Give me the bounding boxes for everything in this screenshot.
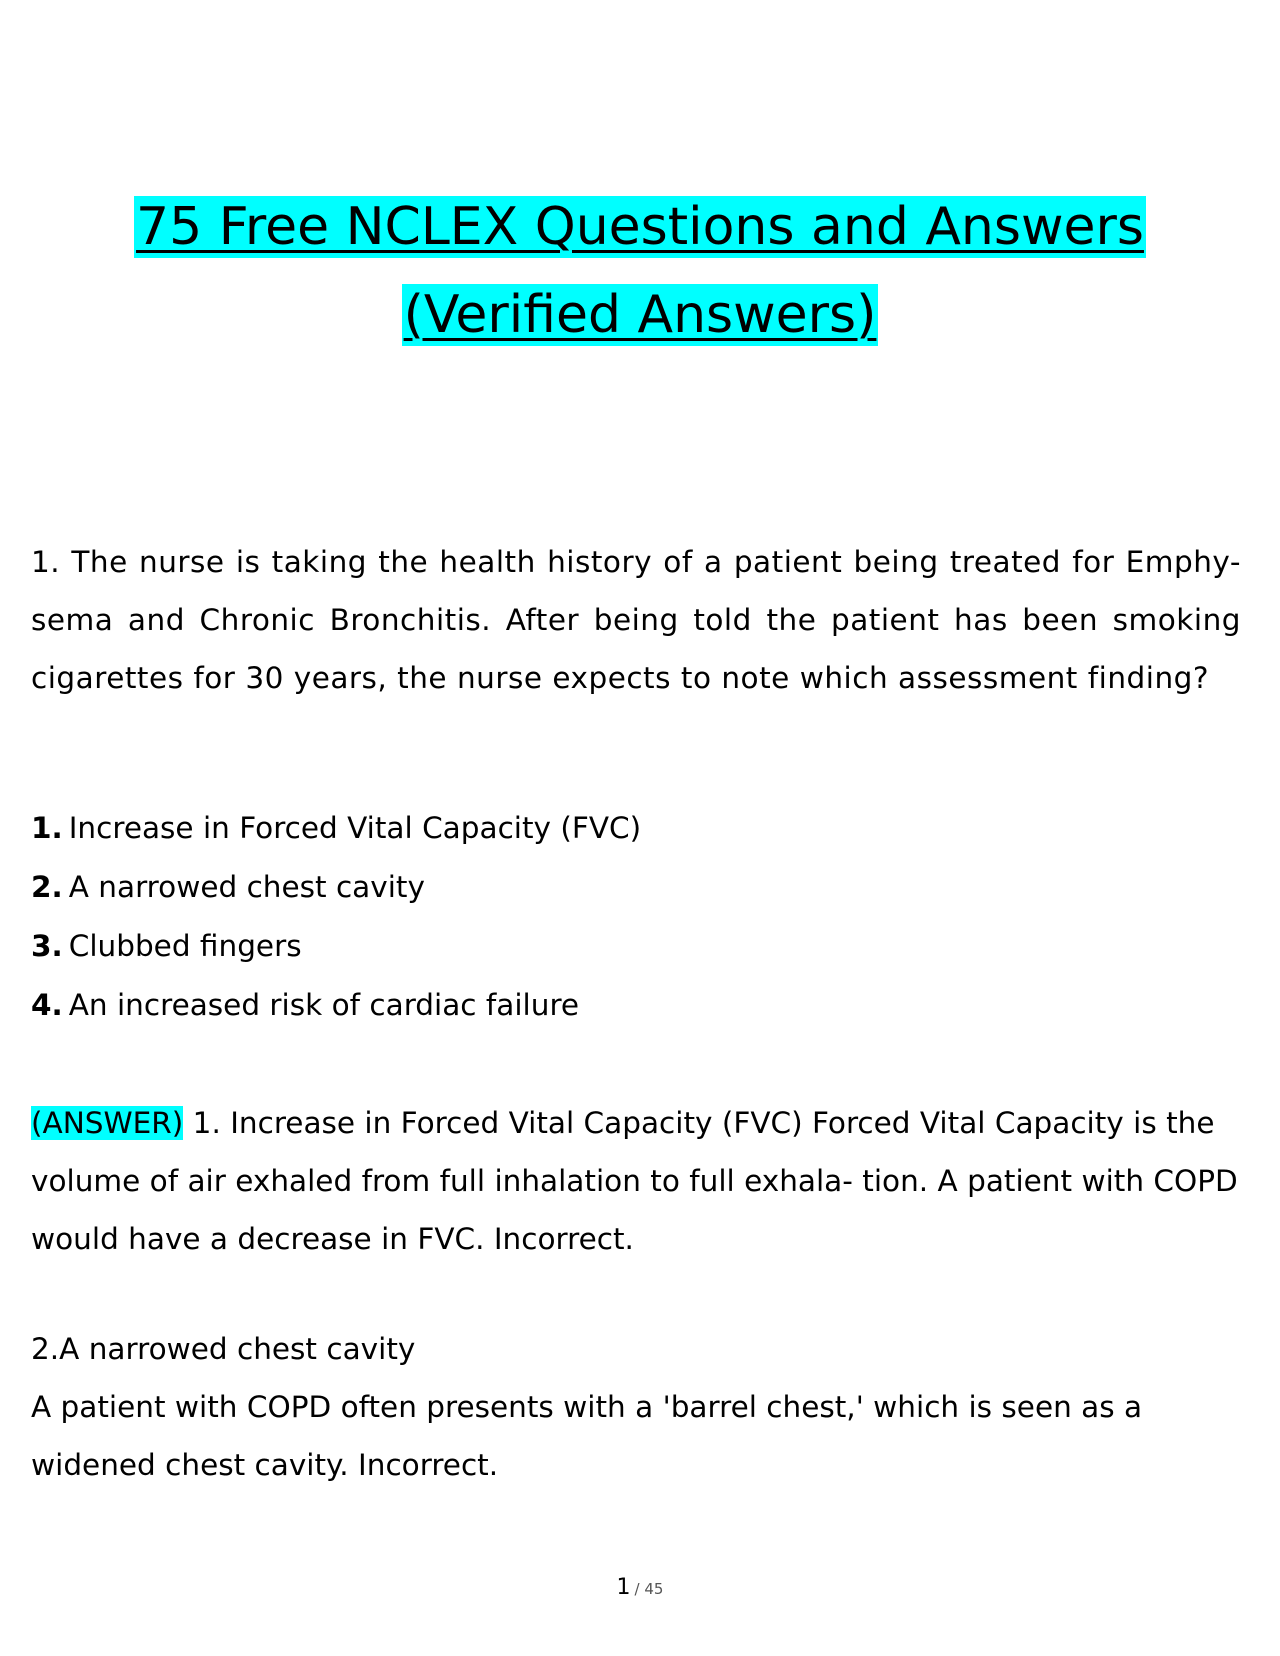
title-line-1: 75 Free NCLEX Questions and Answers	[136, 197, 1144, 257]
answer-text: 1. Increase in Forced Vital Capacity (FVC) Forced Vital Capacity is the volume of air exhaled from full inhalation to full exhala- tion. A patient with COPD would have a decrease in FVC. Incorrect.	[31, 1106, 1238, 1256]
title-line-2: (Verified Answers)	[403, 285, 877, 345]
answer-tag: (ANSWER)	[31, 1106, 184, 1140]
answer-options	[31, 799, 1241, 1035]
explanation-text: A patient with COPD often presents with a 'barrel chest,' which is seen as a widened chest cavity. Incorrect.	[31, 1390, 1143, 1482]
option-2-explanation	[31, 1320, 1241, 1494]
option-text: A narrowed chest cavity	[68, 870, 425, 904]
document-title	[0, 196, 1280, 372]
option-text: Increase in Forced Vital Capacity (FVC)	[68, 811, 642, 845]
current-page: 1	[616, 1575, 631, 1600]
option-number: 4.	[31, 988, 63, 1022]
option-4	[31, 976, 1241, 1035]
question-text: 1. The nurse is taking the health history of a patient being treated for Emphy- sema and Chronic Bronchitis. After being told the patient has been smoking cigarettes for 30 years, the nurse expects to note which assessment finding?	[31, 545, 1241, 695]
option-3	[31, 917, 1241, 976]
option-number: 1.	[31, 811, 63, 845]
option-text: Clubbed fingers	[68, 929, 302, 963]
option-text: An increased risk of cardiac failure	[68, 988, 580, 1022]
total-pages: / 45	[634, 1580, 664, 1598]
explanation-heading: 2.A narrowed chest cavity	[31, 1332, 416, 1366]
option-number: 3.	[31, 929, 63, 963]
option-number: 2.	[31, 870, 63, 904]
option-2	[31, 858, 1241, 917]
answer-explanation	[31, 1094, 1241, 1268]
option-1	[31, 799, 1241, 858]
page-number	[0, 1575, 1280, 1602]
